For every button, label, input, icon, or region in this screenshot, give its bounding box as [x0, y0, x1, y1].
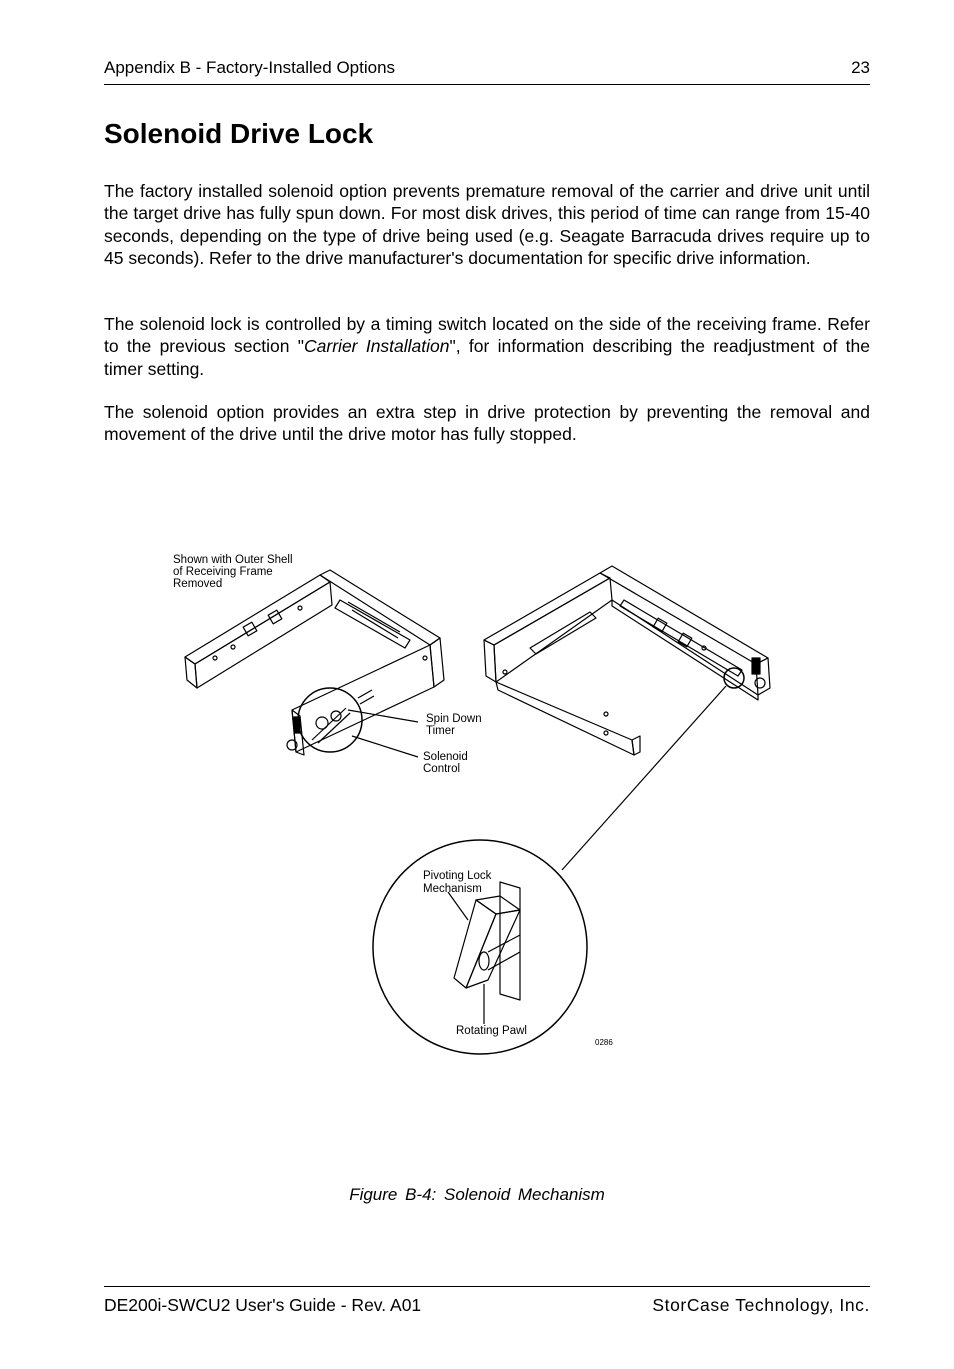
right-receiving-frame-drawing [484, 566, 770, 870]
label-pivoting-lock-1: Pivoting Lock [423, 870, 492, 882]
footer-document-title: DE200i-SWCU2 User's Guide - Rev. A01 [104, 1295, 422, 1315]
page-header [104, 56, 870, 85]
label-solenoid-2: Control [423, 763, 461, 775]
figure-drawing [0, 540, 954, 1070]
label-rotating-pawl: Rotating Pawl [456, 1025, 527, 1037]
p2-text-end: ", for information describing the readjustment of the timer setting. [104, 336, 871, 379]
p2-section-reference: Carrier Installation [304, 336, 450, 357]
paragraph-solenoid-intro: The factory installed solenoid option prevents premature removal of the carrier and drive unit until the target drive has fully spun down. For most disk drives, this period of time can range from 15-40 seconds, depending on the type of drive being used (e.g. Seagate Barracuda drives require up to 45 seconds). Refer to the drive manufacturer's documentation for specific drive information. [104, 181, 870, 268]
label-pivoting-lock-2: Mechanism [423, 883, 482, 895]
label-solenoid-1: Solenoid [423, 751, 468, 763]
solenoid-mechanism-figure [0, 540, 954, 1070]
footer-company: StorCase Technology, Inc. [652, 1295, 870, 1315]
note-line-3: Removed [173, 578, 223, 590]
page-title: Solenoid Drive Lock [104, 118, 374, 149]
paragraph-drive-protection: The solenoid option provides an extra step in drive protection by preventing the removal and movement of the drive until the drive motor has fully stopped. [104, 402, 870, 445]
page-footer [104, 1286, 870, 1315]
note-line-1: Shown with Outer Shell [173, 554, 293, 566]
figure-code: 0286 [595, 1038, 613, 1047]
label-spin-down-1: Spin Down [426, 713, 482, 725]
label-spin-down-2: Timer [426, 725, 455, 737]
paragraph-timing-switch [104, 313, 870, 380]
left-receiving-frame-drawing [185, 570, 444, 757]
header-page-number: 23 [851, 58, 870, 77]
figure-caption: Figure B-4: Solenoid Mechanism [349, 1185, 605, 1204]
note-line-2: of Receiving Frame [173, 566, 273, 578]
p2-text-start: The solenoid lock is controlled by a timing switch located on the side of the receiving frame. Refer to the previous section " [104, 314, 870, 357]
header-section-title: Appendix B - Factory-Installed Options [104, 58, 396, 77]
